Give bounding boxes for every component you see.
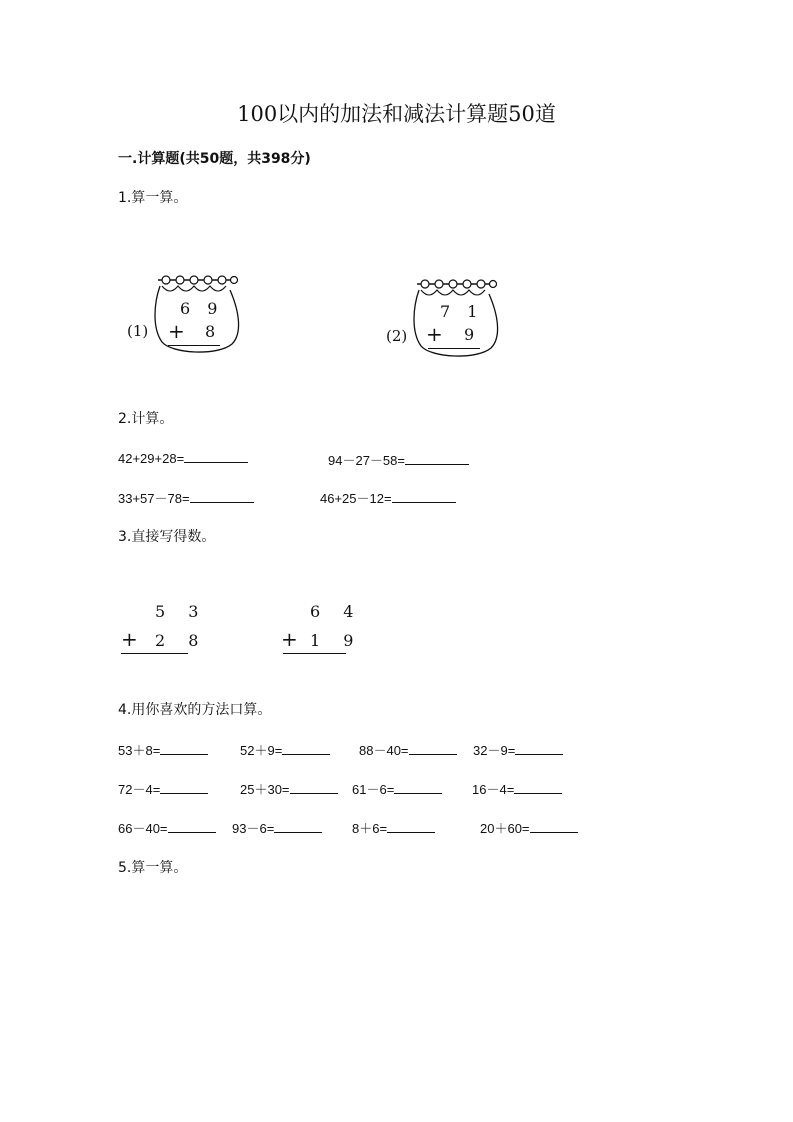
abacus-top-1: 6 9 — [180, 299, 224, 318]
section-heading: 一.计算题(共50题，共398分) — [118, 151, 311, 167]
abacus-top-2: 7 1 — [440, 302, 484, 321]
calc-expr-2: 94－27－58= — [328, 453, 405, 468]
mental-math-item — [352, 779, 442, 798]
mental-expr: 53＋8= — [118, 743, 161, 758]
vertical-line-1 — [121, 653, 188, 654]
mental-math-item — [118, 779, 208, 798]
vertical-top-1: 5 3 — [155, 602, 208, 621]
mental-expr: 93－6= — [232, 821, 275, 836]
mental-math-item — [118, 740, 208, 759]
mental-math-item — [240, 779, 338, 798]
abacus-label-1: (1) — [127, 322, 149, 340]
answer-blank[interactable] — [160, 742, 208, 755]
mental-math-item — [352, 818, 435, 837]
mental-expr: 8＋6= — [352, 821, 388, 836]
calc-item-4 — [320, 488, 456, 507]
answer-blank[interactable] — [530, 820, 578, 833]
calc-item-3 — [118, 488, 254, 507]
page-title: 100以内的加法和减法计算题50道 — [237, 102, 556, 126]
mental-expr: 32－9= — [473, 743, 516, 758]
mental-math-item — [472, 779, 562, 798]
answer-blank[interactable] — [405, 452, 469, 465]
mental-expr: 20＋60= — [480, 821, 530, 836]
question-3-heading: 3.直接写得数。 — [118, 529, 216, 545]
calc-expr-4: 46+25－12= — [320, 491, 392, 506]
question-5-heading: 5.算一算。 — [118, 860, 188, 876]
abacus-bottom-2: 9 — [464, 325, 475, 344]
mental-expr: 25＋30= — [240, 782, 290, 797]
calc-expr-3: 33+57－78= — [118, 491, 190, 506]
abacus-line-1 — [168, 345, 220, 346]
vertical-op-2: + — [281, 627, 298, 651]
mental-math-item — [480, 818, 578, 837]
mental-math-item — [240, 740, 330, 759]
answer-blank[interactable] — [274, 820, 322, 833]
answer-blank[interactable] — [515, 742, 563, 755]
abacus-bottom-1: 8 — [205, 322, 216, 341]
mental-expr: 61－6= — [352, 782, 395, 797]
vertical-bottom-1: 2 8 — [155, 631, 208, 650]
vertical-bottom-2: 1 9 — [310, 631, 363, 650]
answer-blank[interactable] — [409, 742, 457, 755]
calc-item-1 — [118, 450, 248, 466]
mental-math-item — [473, 740, 563, 759]
mental-expr: 72－4= — [118, 782, 161, 797]
question-2-heading: 2.计算。 — [118, 411, 174, 427]
answer-blank[interactable] — [394, 781, 442, 794]
mental-math-item — [232, 818, 322, 837]
abacus-op-1: + — [168, 319, 185, 343]
answer-blank[interactable] — [282, 742, 330, 755]
answer-blank[interactable] — [392, 490, 456, 503]
answer-blank[interactable] — [168, 820, 216, 833]
mental-expr: 88－40= — [359, 743, 409, 758]
mental-expr: 66－40= — [118, 821, 168, 836]
abacus-op-2: + — [426, 322, 443, 346]
vertical-line-2 — [283, 653, 346, 654]
question-4-heading: 4.用你喜欢的方法口算。 — [118, 702, 272, 718]
calc-item-2 — [328, 450, 469, 469]
answer-blank[interactable] — [514, 781, 562, 794]
abacus-label-2: (2) — [386, 327, 408, 345]
answer-blank[interactable] — [190, 490, 254, 503]
question-1-heading: 1.算一算。 — [118, 190, 188, 206]
vertical-op-1: + — [121, 627, 138, 651]
mental-math-item — [118, 818, 216, 837]
mental-math-item — [359, 740, 457, 759]
mental-expr: 52＋9= — [240, 743, 283, 758]
calc-expr-1: 42+29+28= — [118, 451, 185, 466]
vertical-top-2: 6 4 — [310, 602, 363, 621]
answer-blank[interactable] — [387, 820, 435, 833]
abacus-line-2 — [428, 348, 480, 349]
answer-blank[interactable] — [184, 450, 248, 463]
mental-expr: 16－4= — [472, 782, 515, 797]
answer-blank[interactable] — [290, 781, 338, 794]
answer-blank[interactable] — [160, 781, 208, 794]
